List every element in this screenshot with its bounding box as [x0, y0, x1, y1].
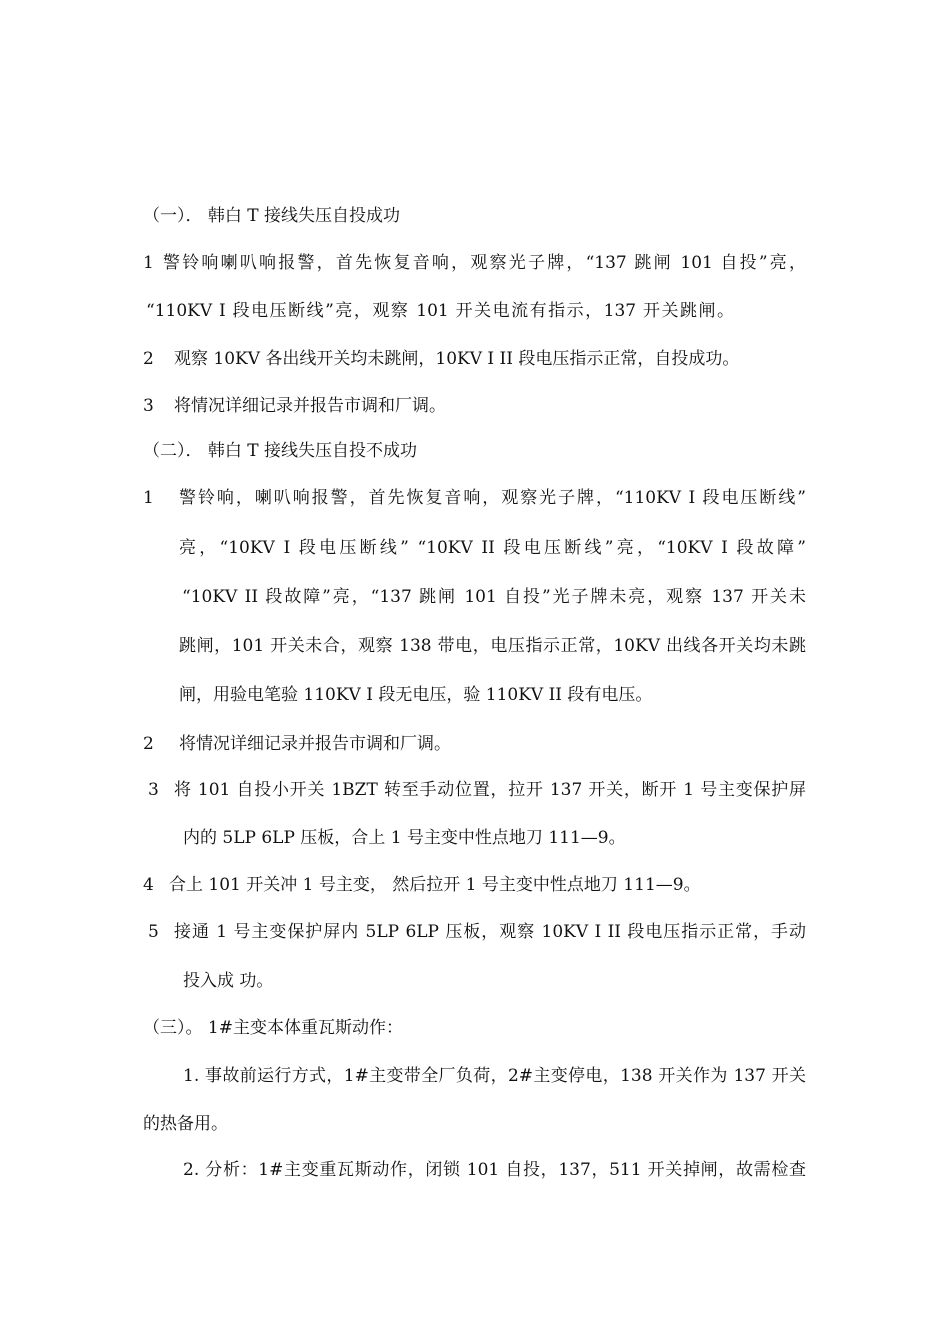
item-line: “110KV I 段电压断线”亮，观察 101 开关电流有指示，137 开关跳闸。: [146, 301, 734, 321]
item-number: 3: [143, 396, 154, 416]
section-3-heading: （三）。 1#主变本体重瓦斯动作：: [143, 1018, 403, 1038]
item-line: 内的 5LP 6LP 压板，合上 1 号主变中性点地刀 111—9。: [183, 828, 626, 848]
item-line: 将情况详细记录并报告市调和厂调。: [179, 734, 451, 754]
item-line: 跳闸，101 开关未合，观察 138 带电，电压指示正常，10KV 出线各开关均未跳: [179, 636, 806, 656]
paragraph-line: 的热备用。: [143, 1114, 228, 1134]
item-line: 警铃响，喇叭响报警，首先恢复音响，观察光子牌，“110KV I 段电压断线”: [179, 488, 806, 508]
item-number: 5: [148, 922, 159, 942]
item-number: 1: [143, 253, 154, 273]
paragraph-line: 2. 分析：1#主变重瓦斯动作，闭锁 101 自投，137，511 开关掉闸，故需检查: [183, 1160, 806, 1180]
item-line: 观察 10KV 各出线开关均未跳闸，10KV I II 段电压指示正常，自投成功。: [174, 349, 740, 369]
item-line: 合上 101 开关冲 1 号主变， 然后拉开 1 号主变中性点地刀 111—9。: [169, 875, 701, 895]
item-line: 投入成 功。: [183, 971, 274, 991]
section-1-heading: （一）． 韩白 T 接线失压自投成功: [143, 206, 401, 226]
item-line: 将情况详细记录并报告市调和厂调。: [174, 396, 446, 416]
item-number: 1: [143, 488, 154, 508]
item-line: 闸，用验电笔验 110KV I 段无电压，验 110KV II 段有电压。: [179, 685, 653, 705]
paragraph-line: 1. 事故前运行方式，1#主变带全厂负荷，2#主变停电，138 开关作为 137 开关: [183, 1066, 806, 1086]
item-line: 警铃响喇叭响报警，首先恢复音响，观察光子牌，“137 跳闸 101 自投”亮，: [163, 253, 806, 273]
item-line: “10KV II 段故障”亮，“137 跳闸 101 自投”光子牌未亮，观察 137 开关未: [182, 587, 806, 607]
item-number: 2: [143, 734, 154, 754]
item-line: 亮，“10KV I 段电压断线” “10KV II 段电压断线”亮，“10KV I 段故障”: [179, 538, 806, 558]
item-number: 3: [148, 780, 159, 800]
item-line: 接通 1 号主变保护屏内 5LP 6LP 压板，观察 10KV I II 段电压指示正常，手动: [174, 922, 806, 942]
item-line: 将 101 自投小开关 1BZT 转至手动位置，拉开 137 开关，断开 1 号主变保护屏: [174, 780, 806, 800]
item-number: 2: [143, 349, 154, 369]
section-2-heading: （二）． 韩白 T 接线失压自投不成功: [143, 441, 418, 461]
item-number: 4: [143, 875, 154, 895]
